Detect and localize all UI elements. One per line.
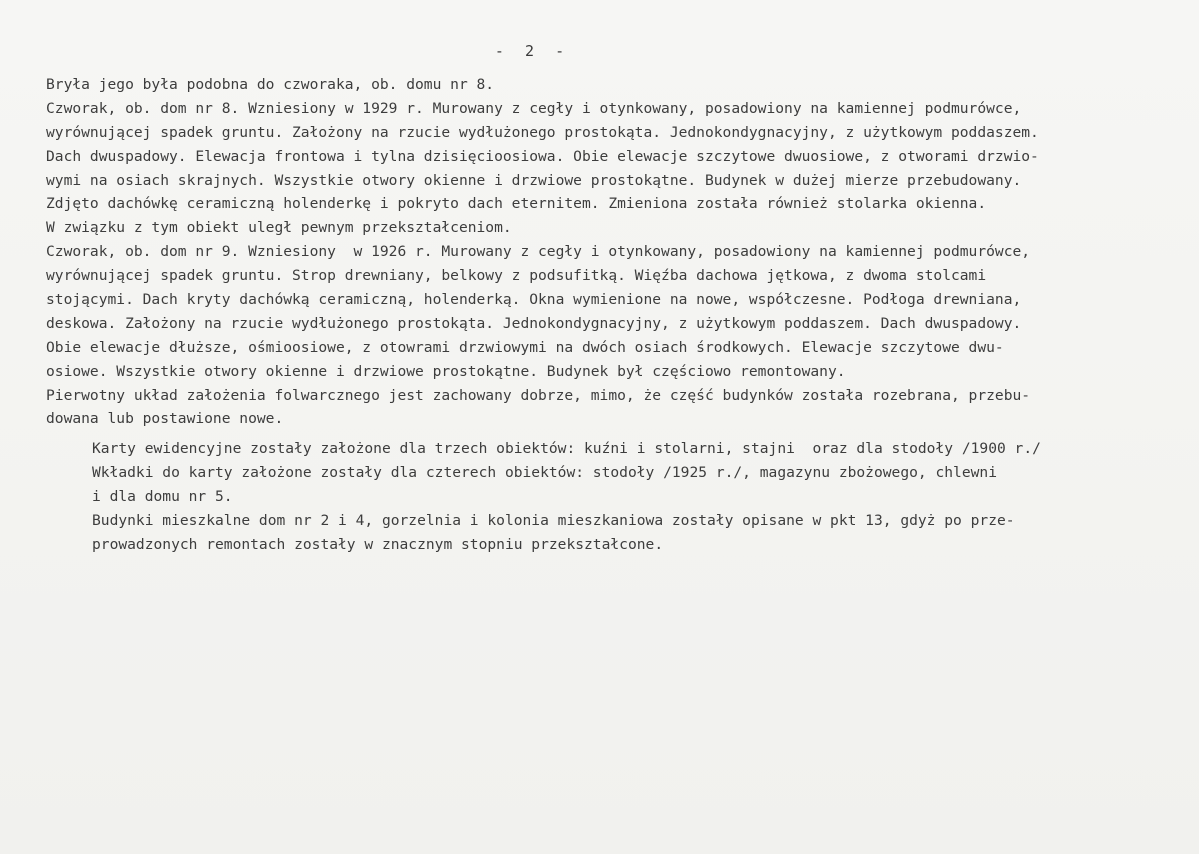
text-line: wyrównującej spadek gruntu. Strop drewniany, belkowy z podsufitką. Więźba dachowa jętkowa, z dwoma stolcami bbox=[46, 267, 987, 285]
document-body bbox=[46, 73, 1166, 557]
text-line: wyrównującej spadek gruntu. Założony na rzucie wydłużonego prostokąta. Jednokondygnacyjny, z użytkowym poddaszem. bbox=[46, 123, 1039, 141]
text-line: Budynki mieszkalne dom nr 2 i 4, gorzelnia i kolonia mieszkaniowa zostały opisane w pkt 13, gdyż po prze- bbox=[92, 512, 1015, 530]
text-line: Wkładki do karty założone zostały dla czterech obiektów: stodoły /1925 r./, magazynu zbożowego, chlewni bbox=[92, 464, 997, 482]
text-line: prowadzonych remontach zostały w znacznym stopniu przekształcone. bbox=[92, 535, 664, 553]
text-line: Obie elewacje dłuższe, ośmioosiowe, z otowrami drzwiowymi na dwóch osiach środkowych. Elewacje szczytowe dwu- bbox=[46, 338, 1004, 356]
text-line: Czworak, ob. dom nr 9. Wzniesiony w 1926 r. Murowany z cegły i otynkowany, posadowiony na kamiennej podmurówce, bbox=[46, 243, 1031, 261]
text-line: Dach dwuspadowy. Elewacja frontowa i tylna dzisięcioosiowa. Obie elewacje szczytowe dwuosiowe, z otworami drzwio- bbox=[46, 147, 1039, 165]
paragraph bbox=[46, 437, 1166, 509]
page-number: - 2 - bbox=[494, 42, 566, 60]
text-line: W związku z tym obiekt uległ pewnym przekształceniom. bbox=[46, 219, 512, 237]
text-line: dowana lub postawione nowe. bbox=[46, 410, 284, 428]
text-line: Zdjęto dachówkę ceramiczną holenderkę i pokryto dach eternitem. Zmieniona została również stolarka okienna. bbox=[46, 195, 987, 213]
paragraph bbox=[46, 240, 1166, 383]
paragraph bbox=[46, 73, 1166, 97]
paragraph bbox=[46, 97, 1166, 240]
text-line: wymi na osiach skrajnych. Wszystkie otwory okienne i drzwiowe prostokątne. Budynek w dużej mierze przebudowany. bbox=[46, 171, 1022, 189]
text-line: osiowe. Wszystkie otwory okienne i drzwiowe prostokątne. Budynek był częściowo remontowany. bbox=[46, 362, 846, 380]
text-line: Czworak, ob. dom nr 8. Wzniesiony w 1929 r. Murowany z cegły i otynkowany, posadowiony na kamiennej podmurówce, bbox=[46, 99, 1022, 117]
text-line: deskowa. Założony na rzucie wydłużonego prostokąta. Jednokondygnacyjny, z użytkowym poddaszem. Dach dwuspadowy. bbox=[46, 314, 1022, 332]
text-line: Bryła jego była podobna do czworaka, ob. domu nr 8. bbox=[46, 76, 495, 93]
text-line: Karty ewidencyjne zostały założone dla trzech obiektów: kuźni i stolarni, stajni oraz dla stodoły /1900 r./ bbox=[92, 440, 1041, 458]
text-line: Pierwotny układ założenia folwarcznego jest zachowany dobrze, mimo, że część budynków została rozebrana, przebu- bbox=[46, 386, 1031, 404]
text-line: stojącymi. Dach kryty dachówką ceramiczną, holenderką. Okna wymienione na nowe, współczesne. Podłoga drewniana, bbox=[46, 291, 1022, 309]
text-line: i dla domu nr 5. bbox=[92, 488, 233, 506]
paragraph bbox=[46, 509, 1166, 557]
paragraph bbox=[46, 384, 1166, 432]
